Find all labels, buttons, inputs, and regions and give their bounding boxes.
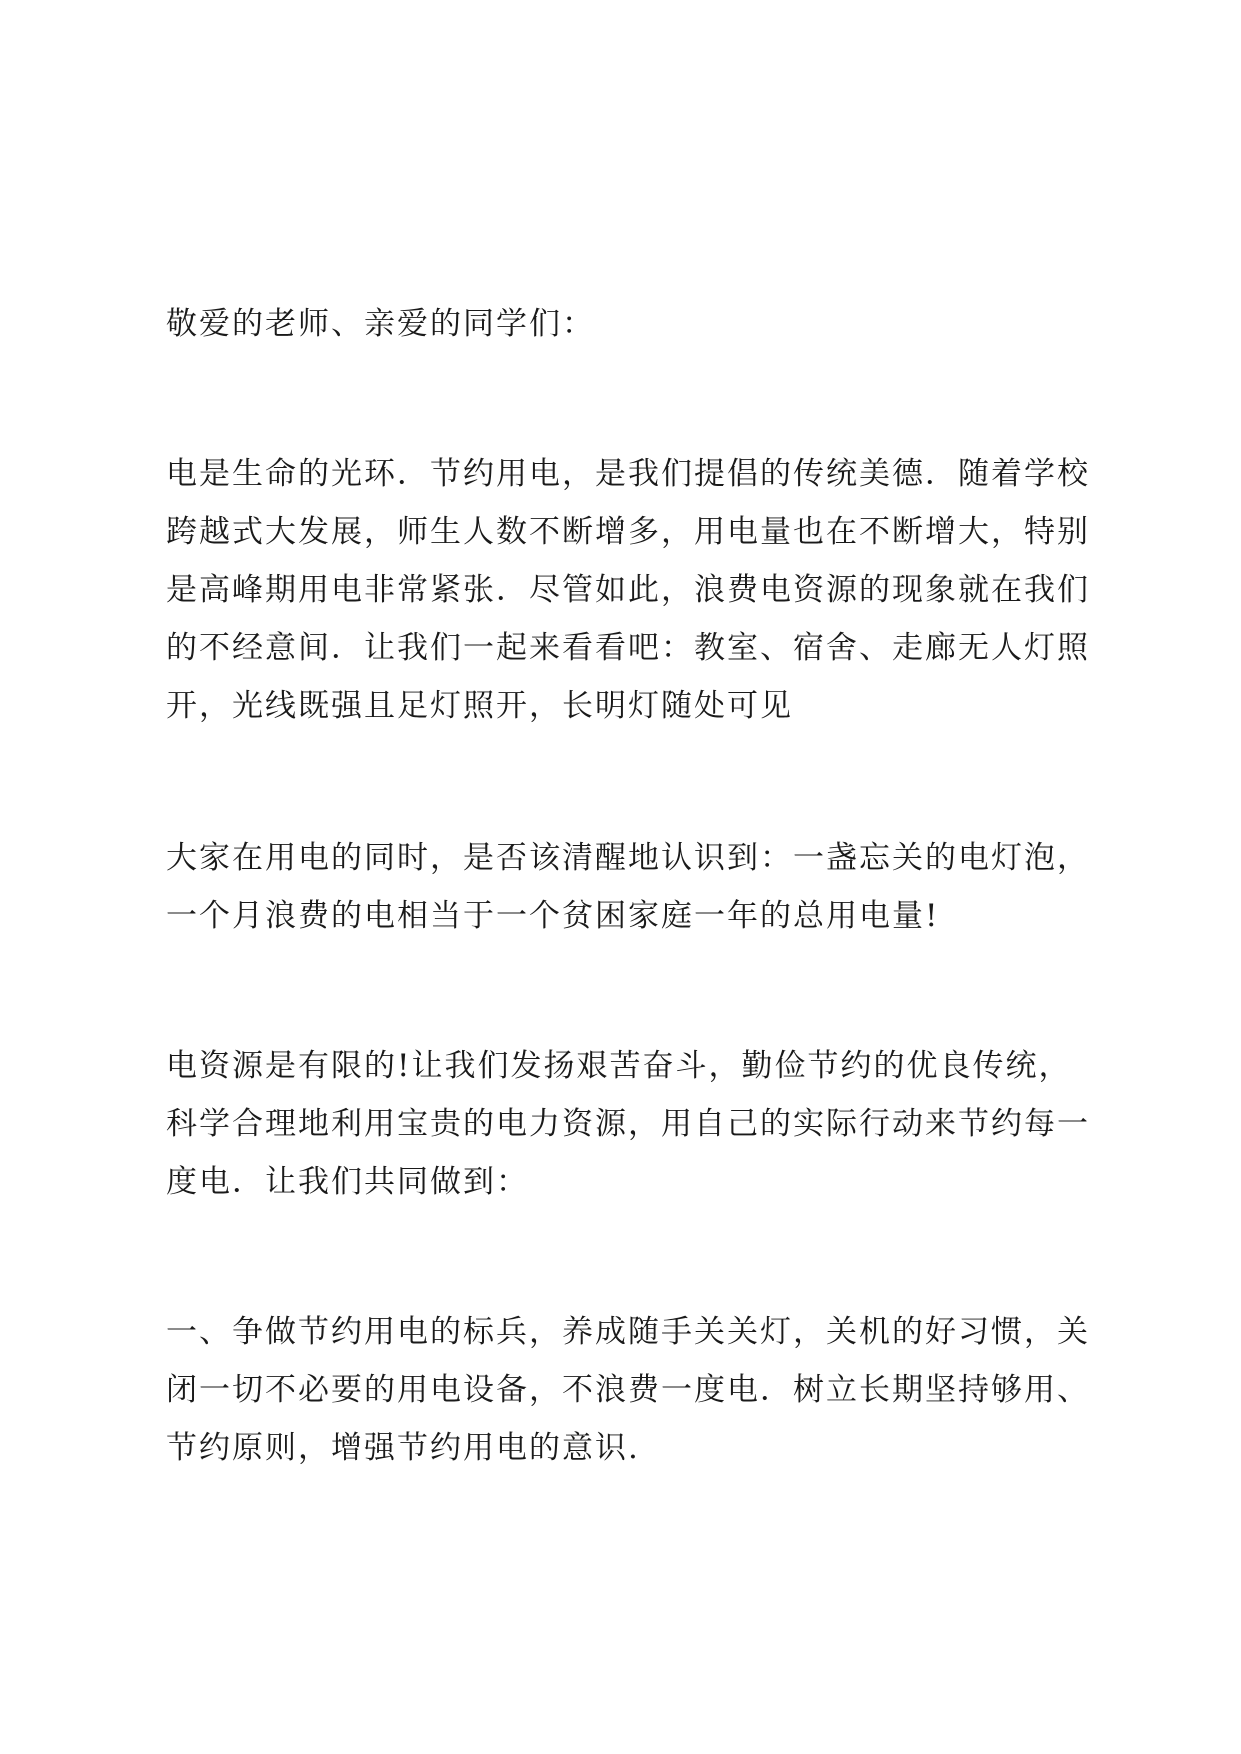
paragraph-line: 一个月浪费的电相当于一个贫困家庭一年的总用电量! <box>166 898 940 934</box>
paragraph-line: 闭一切不必要的用电设备，不浪费一度电．树立长期坚持够用、 <box>166 1372 1090 1408</box>
paragraph-line: 开，光线既强且足灯照开，长明灯随处可见 <box>166 688 793 724</box>
paragraph-line: 科学合理地利用宝贵的电力资源，用自己的实际行动来节约每一 <box>166 1106 1090 1142</box>
paragraph-line: 一、争做节约用电的标兵，养成随手关关灯，关机的好习惯，关 <box>166 1314 1090 1350</box>
paragraph-line: 是高峰期用电非常紧张．尽管如此，浪费电资源的现象就在我们 <box>166 572 1090 608</box>
paragraph-line: 电资源是有限的!让我们发扬艰苦奋斗，勤俭节约的优良传统， <box>166 1048 1072 1084</box>
paragraph-4 <box>166 1303 1096 1477</box>
paragraph-3 <box>166 1037 1096 1211</box>
greeting: 敬爱的老师、亲爱的同学们： <box>166 306 595 342</box>
paragraph-1 <box>166 445 1096 735</box>
paragraph-2 <box>166 829 1096 945</box>
document-body <box>166 295 1096 1477</box>
paragraph-line: 度电．让我们共同做到： <box>166 1164 529 1200</box>
paragraph-line: 跨越式大发展，师生人数不断增多，用电量也在不断增大，特别 <box>166 514 1090 550</box>
paragraph-line: 节约原则，增强节约用电的意识. <box>166 1430 640 1466</box>
paragraph-line: 电是生命的光环．节约用电，是我们提倡的传统美德．随着学校 <box>166 456 1090 492</box>
paragraph-line: 的不经意间．让我们一起来看看吧：教室、宿舍、走廊无人灯照 <box>166 630 1090 666</box>
paragraph-line: 大家在用电的同时，是否该清醒地认识到：一盏忘关的电灯泡， <box>166 840 1090 876</box>
